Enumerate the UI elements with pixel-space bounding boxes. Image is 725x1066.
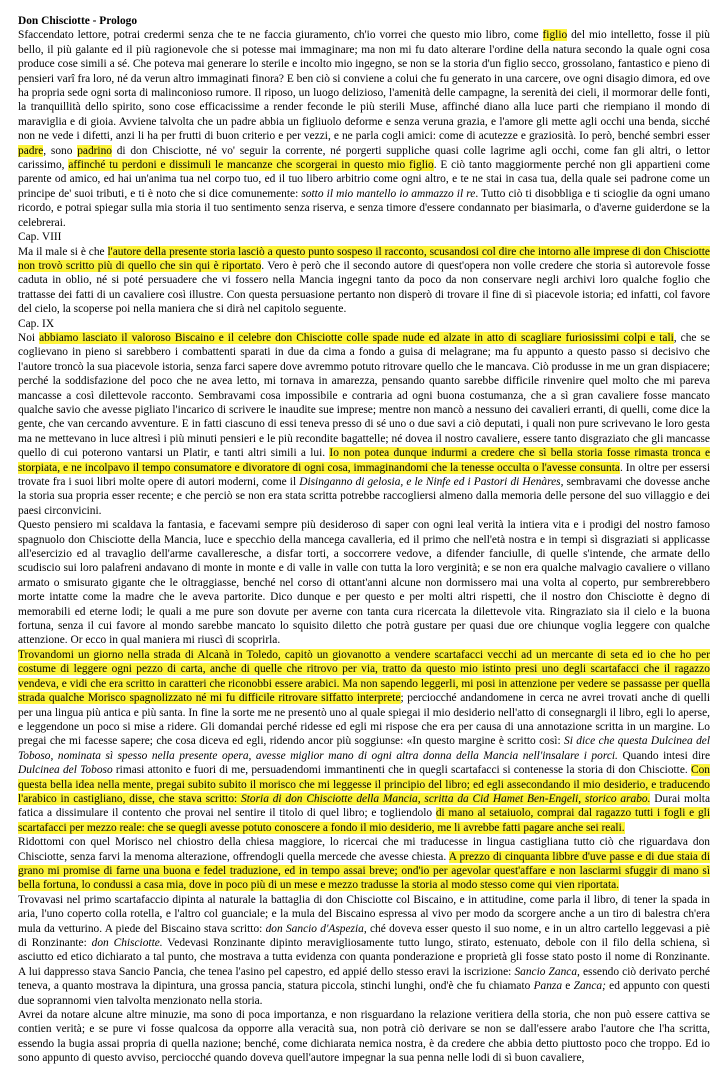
- chapter-9-paragraph-3: Trovandomi un giorno nella strada di Alcanà in Toledo, capitò un giovanotto a vendere scartafacci vecchi ad un mercante di seta ed io che ho per costume di leggere ogni pezzo di carta, anche di quelle che ritrovo per via, tratto da questo mio istinto presi uno degli scartafacci che il ragazzo vendeva, e vidi che era scritto in caratteri che riconobbi essere arabici. Ma non sapendo leggerli, mi posi in attenzione per vedere se passasse per quella strada qualche Morisco spagnolizzato né mi fu difficile ritrovare siffatto interprete; perciocché andandomene in cerca ne avrei trovati anche di quelli per una lingua più antica e più santa. In fine la sorte me ne presentò uno al quale spiegai il mio desiderio nell'atto di consegnargli il libro, egli lo aperse, e leggendone un poco si mise a ridere. Gli domandai perché ridesse ed egli mi rispose che era per causa di una annotazione scritta in un margine. Lo pregai che mi facesse sapere; che cosa diceva ed egli, ridendo ancor più soggiunse: «In questo margine è scritto così: Si dice che questa Dulcinea del Toboso, nominata sì spesso nella presente opera, avesse miglior mano di ogni altra donna della Mancia nell'insalare i porci. Quando intesi dire Dulcinea del Toboso rimasi attonito e fuori di me, persuadendomi immantinenti che in quegli scartafacci si contenesse la storia di don Chisciotte. Con questa bella idea nella mente, pregai subito subito il morisco che mi leggesse il principio del libro; ed egli assecondando il mio desiderio, e traducendo l'arabico in castigliano, disse, che stava scritto: Storia di don Chisciotte della Mancia, scritta da Cid Hamet Ben-Engeli, storico arabo. Durai molta fatica a dissimulare il contento che provai nel sentire il titolo di quel libro; e togliendolo di mano al setaiuolo, comprai dal ragazzo tutti i fogli e gli scartafacci per mezzo reale: che se quegli avesse potuto conoscere a fondo il mio desiderio, me li avrebbe fatti pagare anche sei reali.: [18, 648, 710, 834]
- italic-text: Disinganno di gelosia, e le Ninfe ed i Pastori di Henàres,: [299, 476, 564, 488]
- italic-text: Zanca;: [573, 980, 606, 993]
- italic-text: Si dice che questa Dulcinea del Toboso, nominata sì spesso nella presente opera, avesse miglior mano di ogni altra donna della Mancia nell'insalare i porci.: [18, 735, 710, 762]
- highlighted-text: l'autore della presente storia lasciò a questo punto sospeso il racconto, scusandosi col dire che intorno alle imprese di don Chisciotte non trovò scritto più di quello che sin qui è riportato: [18, 245, 710, 272]
- italic-text: don Sancio d'Aspezia: [265, 922, 364, 935]
- highlighted-text: di mano al setaiuolo, comprai dal ragazzo tutti i fogli e gli scartafacci per mezzo reale: che se quegli avesse potuto conoscere a fondo il mio desiderio, me li avrebbe fatti pagare anche sei reali.: [18, 807, 710, 834]
- chapter-9-paragraph-2: Questo pensiero mi scaldava la fantasia, e facevami sempre più desideroso di saper con ogni leal verità la intiera vita e i prodigi del nostro famoso spagnuolo don Chisciotte della Mancia, luce e specchio della mancega cavalleria, ed il primo che nell'età nostra e in tempi sì disgraziati si applicasse all'esercizio ed al travaglio dell'arme cavalleresche, a disfar torti, a soccorrere vedove, a difender fanciulle, di quelle s'intende, che armate dello scudiscio sui loro palafreni andavano di monte in monte e di valle in valle con tutta la loro verginità; e se non era qualche malvagio cavaliere o villano armato o smisurato gigante che le oltraggiasse, benché nel corso di ottant'anni alcune non dormissero mai una volta al coperto, pur sembrerebbero morte intatte come la madre che le aveva partorite. Dico dunque e per questo e per molti altri rispetti, che il nostro don Chisciotte è degno di memorabili ed eterne lodi; le quali a me pure son dovute per averne con tanta cura ricercata la dilettevole vita. Ringraziato sia il cielo e la buona fortuna, senza il cui favore al mondo sarebbe mancato lo squisito diletto che potrà gustare per quasi due ore chiunque voglia leggere con qualche attenzione. Or ecco in qual maniera mi riuscì di scoprirla.: [18, 519, 710, 647]
- chapter-9-paragraph-6: Avrei da notare alcune altre minuzie, ma sono di poca importanza, e non risguardano la relazione veritiera della storia, che non può essere cattiva se contien verità; e se pure vi fosse qualcosa da opporre alla veracità sua, non potrà ciò derivare se non se dall'essere arabo l'autore che l'ha scritta, essendo la bugia assai propria di quella nazione; benché, come dichiarata nemica nostra, è da credere che abbia detto piuttosto poco che troppo. Ed io sono appunto di questo avviso, perciocché quando doveva quell'autore impegnar la sua penna nelle lodi di sì buon cavaliere,: [18, 1009, 710, 1065]
- prologue-paragraph: Sfaccendato lettore, potrai credermi senza che te ne faccia giuramento, ch'io vorrei che questo mio libro, come figlio del mio intelletto, fosse il più bello, il più galante ed il più ragionevole che si potesse mai immaginare; ma non mi fu dato alterare l'ordine della natura secondo la quale ogni cosa produce cose simili a sé. Che poteva mai generare lo sterile e incolto mio ingegno, se non se la storia d'un figlio secco, grossolano, fantastico e pieno di pensieri varî fra loro, né da verun altro immaginati finora? E ben ciò si conviene a colui che fu generato in una carcere, ove ogni disagio dimora, ed ove ha propria sede ogni sorta di malinconioso rumore. Il riposo, un luogo delizioso, l'amenità delle campagne, la serenità dei cieli, il mormorar delle fonti, la tranquillità dello spirito, sono cose efficacissime a render feconde le più sterili Muse, affinché diano alla luce parti che riempiano il mondo di maraviglia e di gioia. Avviene talvolta che un padre abbia un figliuolo deforme e senza veruna grazia, e l'amore gli mette agli occhi una benda, sicché non ne vede i difetti, anzi li ha per frutti di buon criterio e per vezzi, e ne parla cogli amici: come di acutezze e graziosità. Io però, benché sembri esser padre, sono padrino di don Chisciotte, né vo' seguir la corrente, né porgerti suppliche quasi colle lagrime agli occhi, come fan gli altri, o lettor carissimo, affinché tu perdoni e dissimuli le mancanze che scorgerai in questo mio figlio. E ciò tanto maggiormente perché non gli appartieni come parente od amico, ed hai un'anima tua nel corpo tuo, ed il tuo libero arbitrio come ogni altro, e te ne stai in casa tua, della quale sei padrone come un principe de' suoi tributi, e ti è noto che si dice comunemente: sotto il mio mantello io ammazzo il re. Tutto ciò ti disobbliga e ti scioglie da ogni umano ricordo, e potrai spiegar sulla mia storia il tuo sentimento senza riserva, e senza timore d'essere condannato per biasimarla, o d'averne guiderdone se la celebrerai.: [18, 29, 711, 229]
- chapter-8-heading: Cap. VIII: [18, 231, 62, 244]
- highlighted-text: padrino: [77, 144, 112, 157]
- chapter-9-paragraph-5: Trovavasi nel primo scartafaccio dipinta al naturale la battaglia di don Chisciotte col Biscaino, e in attitudine, come parla il libro, di tener la spada in aria, l'uno coperto colla rotella, e l'altro col guanciale; e la mula del Biscaino espressa al vivo per modo da scorgere anche a un tiro di balestra ch'era mula da vetturino. A piede del Biscaino stava scritto: don Sancio d'Aspezia, ché doveva esser questo il suo nome, e in un altro cartello leggevasi a piè di Ronzinante: don Chisciotte. Vedevasi Ronzinante dipinto meravigliosamente tutto lungo, stirato, estenuato, debole con il filo della schiena, sì asciutto ed etico dichiarato a tal punto, che mostrava a tutta evidenza con quanta ponderazione e proprietà gli fosse stato posto il nome di Ronzinante. A lui dappresso stava Sancio Pancia, che tenea l'asino pel capestro, ed appié dello stesso eravi la iscrizione: Sancio Zanca, essendo ciò derivato perché teneva, a quanto mostrava la dipintura, una grossa pancia, statura piccola, stinchi lunghi, ond'è che fu chiamato Panza e Zanca; ed appunto con questi due soprannomi vien talvolta menzionato nella storia.: [18, 893, 710, 1007]
- document-title: Don Chisciotte - Prologo: [18, 15, 138, 27]
- chapter-9-paragraph-4: Ridottomi con quel Morisco nel chiostro della chiesa maggiore, lo ricercai che mi traducesse in lingua castigliana tutto ciò che riguardava don Chisciotte, senza farvi la menoma alterazione, offrendogli quella mercede che avesse chiesta. A prezzo di cinquanta libbre d'uve passe e di due staia di grano mi promise di farne una buona e fedel traduzione, ed in tempo assai breve; ond'io per agevolar quest'affare e non lasciarmi sfuggir di mano sì bella fortuna, lo condussi a casa mia, dove in poco più di un mese e mezzo tradusse la storia al modo stesso come qui vien riportata.: [18, 836, 710, 892]
- document-page: [18, 14, 710, 1066]
- italic-text: Panza: [533, 980, 563, 993]
- highlighted-text: abbiamo lasciato il valoroso Biscaino e il celebre don Chisciotte colle spade nude ed alzate in atto di scagliare furiosissimi colpi e tali: [39, 331, 674, 344]
- highlighted-text: affinché tu perdoni e dissimuli le mancanze che scorgerai in questo mio figlio: [68, 159, 434, 172]
- italic-text: don Chisciotte.: [91, 937, 163, 949]
- chapter-9-heading: Cap. IX: [18, 317, 55, 330]
- highlighted-text: figlio: [542, 29, 568, 42]
- chapter-9-paragraph-1: Noi abbiamo lasciato il valoroso Biscaino e il celebre don Chisciotte colle spade nude ed alzate in atto di scagliare furiosissimi colpi e tali, che se coglievano in pieno si sarebbero i combattenti sparati in due da cima a fondo a guisa di melagrane; ma fu appunto a questo passo si decisivo che l'autore troncò la sua piacevole istoria, senza farci sapere dove avremmo potuto ritrovare quello che le mancava. Ciò produsse in me un gran dispiacere; perché la soddisfazione del poco che ne avea letto, mi tornava in amarezza, pensando quanto sarebbe difficile rinvenire quel molto che mi pareva mancasse a così dilettevole racconto. Sembravami cosa impossibile e contraria ad ogni buona costumanza, che a sì gran cavaliere fosse mancato qualche savio che avesse pigliato l'incarico di scrivere le inaudite sue imprese; mentre non mancò a nessuno dei cavalieri erranti, di quelli, come dice la gente, che van cercando avventure. E in fatti ciascuno di essi teneva presso di sé uno o due savi a ciò deputati, i quali non pure scrivevano le loro gesta ma ne mettevano in luce altresì i più minuti pensieri e le più recondite bagattelle; né dovea il nostro cavaliere, essere tanto disgraziato che gli mancasse quello di cui poterono vantarsi un Platir, e tanti altri simili a lui. Io non potea dunque indurmi a credere che sì bella storia fosse rimasta tronca e storpiata, e ne incolpavo il tempo consumatore e divoratore di ogni cosa, immaginandomi che la tenesse occulta o l'avesse consunta. In oltre per essersi trovate fra i suoi libri molte opere di autori moderni, come il Disinganno di gelosia, e le Ninfe ed i Pastori di Henàres, sembravami che dovesse anche la storia sua propria esser recente; e che perciò se non era stata scritta potrebbe raccogliersi almeno dalla memoria delle persone del suo villaggio e dei paesi circonvicini.: [18, 331, 711, 517]
- italic-text: Dulcinea del Toboso: [18, 764, 113, 777]
- highlighted-text: A prezzo di cinquanta libbre d'uve passe e di due staia di grano mi promise di farne una buona e fedel traduzione, ed in tempo assai breve; ond'io per agevolar quest'affare e non lasciarmi sfuggir di mano sì bella fortuna, lo condussi a casa mia, dove in poco più di un mese e mezzo tradusse la storia al modo stesso come qui vien riportata.: [18, 850, 710, 892]
- highlighted-text: padre: [18, 144, 44, 157]
- highlighted-text: Con questa bella idea nella mente, pregai subito subito il morisco che mi leggesse il principio del libro; ed egli assecondando il mio desiderio, e traducendo l'arabico in castigliano, disse, che stava scritto:: [18, 764, 710, 805]
- italic-text: sotto il mio mantello io ammazzo il re: [301, 187, 476, 200]
- italic-text: Sancio Zanca,: [514, 965, 580, 978]
- highlighted-text: Io non potea dunque indurmi a credere che sì bella storia fosse rimasta tronca e storpiata, e ne incolpavo il tempo consumatore e divoratore di ogni cosa, immaginandomi che la tenesse occulta o l'avesse consunta: [18, 447, 711, 474]
- highlighted-text: Storia di don Chisciotte della Mancia, scritta da Cid Hamet Ben-Engeli, storico arabo.: [241, 792, 651, 805]
- chapter-8-paragraph: Ma il male si è che l'autore della presente storia lasciò a questo punto sospeso il racconto, scusandosi col dire che intorno alle imprese di don Chisciotte non trovò scritto più di quello che sin qui è riportato. Vero è però che il secondo autore di quest'opera non volle credere che storia sì autorevole fosse caduta in oblio, né si poté persuadere che vi fossero nella Mancia ingegni tanto da poco da non conservare negli archivi loro qualche foglio che trattasse dei fatti di un cavaliere così illustre. Con questa persuasione pertanto non disperò di trovare il fine di sì piacevole istoria; ed infatti, col favore del cielo, la scoperse poi nella maniera che si dirà nel capitolo seguente.: [18, 245, 710, 316]
- highlighted-text: Trovandomi un giorno nella strada di Alcanà in Toledo, capitò un giovanotto a vendere scartafacci vecchi ad un mercante di seta ed io che ho per costume di leggere ogni pezzo di carta, anche di quelle che ritrovo per via, tratto da questo mio istinto presi uno degli scartafacci che il ragazzo vendeva, e vidi che era scritto in caratteri che riconobbi essere arabici. Ma non sapendo leggerli, mi posi in attenzione per vedere se passasse per quella strada qualche Morisco spagnolizzato né mi fu difficile ritrovare siffatto interprete: [18, 648, 710, 705]
